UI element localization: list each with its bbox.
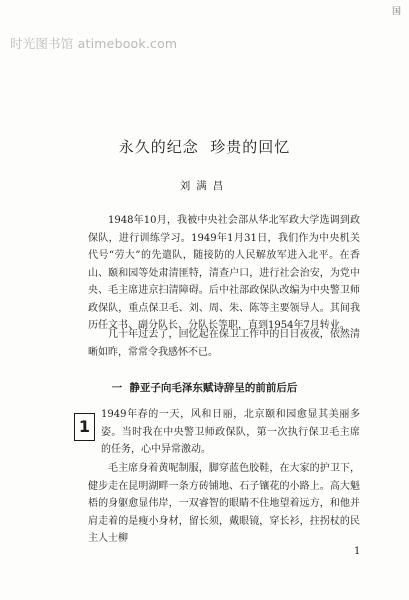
body-paragraph-2: 几十年过去了，回忆起在保卫工作中的日日夜夜，依然清晰如昨，常常令我感怀不已。 (88, 329, 360, 358)
section-paragraph-2: 毛主席身着黄呢制服，脚穿蓝色胶鞋，在大家的护卫下，健步走在昆明湖畔一条方砖铺地、石子镶花的小路上。高大魁梧的身躯愈显伟岸，一双睿智的眼睛不住地望着远方，和他并肩走着的是瘦小身材，留长须，戴眼镜，穿长衫，拄拐杖的民主人士柳 (88, 463, 360, 544)
corner-text: 国 (391, 7, 401, 17)
body-paragraph-1: 1948年10月，我被中央社会部从华北军政大学选调到政保队，进行训练学习。1949年1月31日，我们作为中央机关代号“劳大”的先遣队，随接防的人民解放军进入北平。在香山、颐和园等处肃清匪特，清查户口，进行社会治安，为党中央、毛主席进京扫清障碍。后中社部政保队改编为中央警卫师政保队，重点保卫毛、刘、周、朱、陈等主要领导人。其间我历任文书、副分队长、分队长等职，直到1954年7月转业。 (88, 215, 360, 331)
page-number: 1 (354, 546, 361, 557)
article-title: 永久的纪念 珍贵的回忆 (118, 138, 291, 156)
section-paragraph-1: 1949年春的一天，风和日丽，北京颐和园愈显其美丽多姿。当时我在中央警卫师政保队，第一次执行保卫毛主席的任务，心中异常激动。 (101, 409, 360, 455)
section-number-box: 1 (74, 413, 95, 441)
site-watermark: 时光图书馆 atimebook.com (10, 36, 178, 51)
author-name: 刘满昌 (179, 180, 230, 192)
section-heading: 一 静亚子向毛泽东赋诗辞呈的前前后后 (111, 382, 298, 394)
